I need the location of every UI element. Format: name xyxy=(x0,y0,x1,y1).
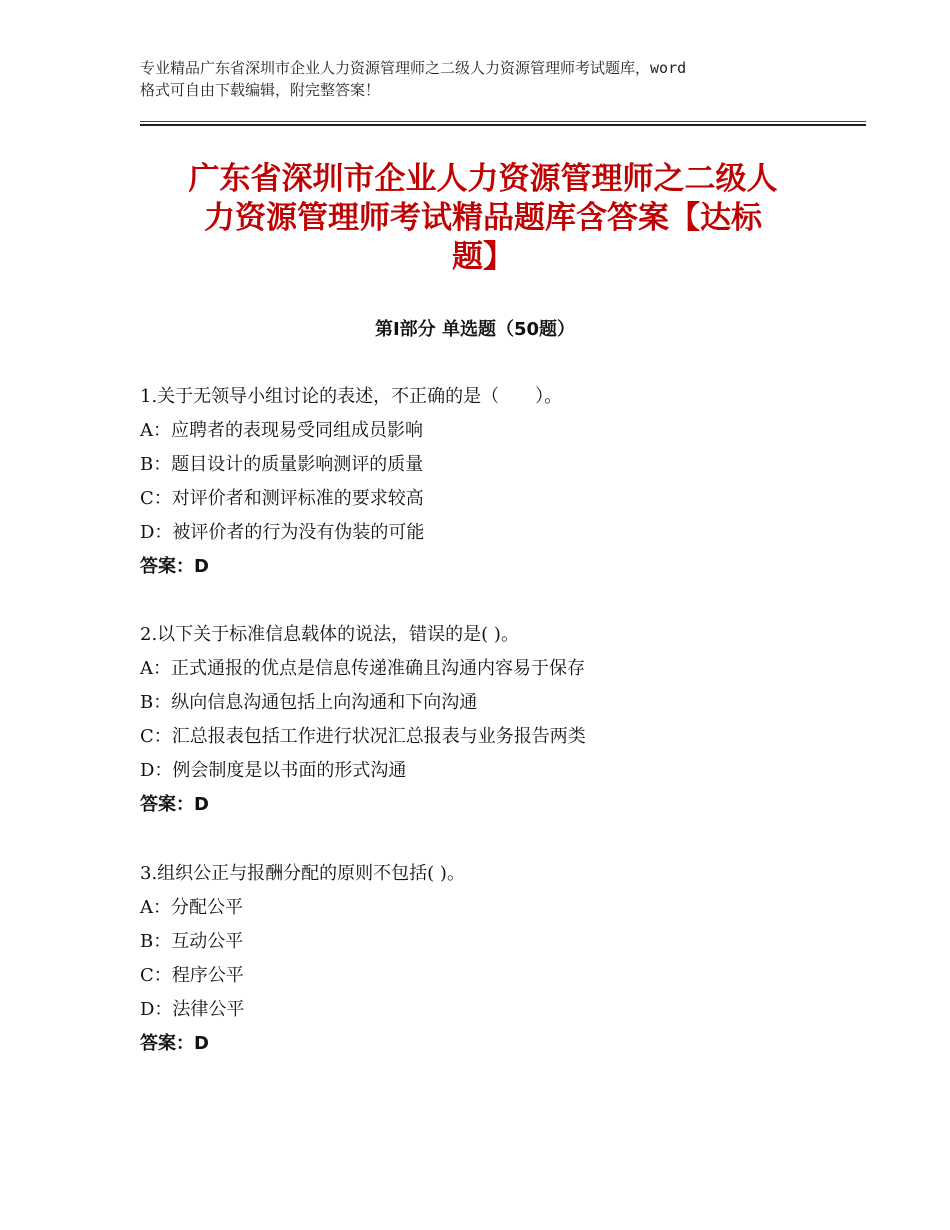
option-d: D：例会制度是以书面的形式沟通 xyxy=(140,760,407,781)
section-heading: 第Ⅰ部分 单选题（50题） xyxy=(374,319,575,340)
option-c: C：汇总报表包括工作进行状况汇总报表与业务报告两类 xyxy=(140,726,586,747)
option-c: C：对评价者和测评标准的要求较高 xyxy=(140,488,424,509)
header-note-line-2: 格式可自由下载编辑，附完整答案！ xyxy=(140,81,381,99)
option-b: B：题目设计的质量影响测评的质量 xyxy=(140,454,424,475)
option-a: A：分配公平 xyxy=(140,897,243,918)
question-1 xyxy=(140,380,860,584)
answer: 答案：D xyxy=(140,556,209,577)
title-line-1: 广东省深圳市企业人力资源管理师之二级人 xyxy=(188,161,778,197)
answer: 答案：D xyxy=(140,1033,209,1054)
option-d: D：法律公平 xyxy=(140,999,245,1020)
option-c: C：程序公平 xyxy=(140,965,244,986)
header-rule-thick xyxy=(140,124,866,126)
header-rule-thin xyxy=(140,121,866,122)
question-stem: 1.关于无领导小组讨论的表述，不正确的是（ ）。 xyxy=(140,386,563,407)
document-title xyxy=(140,160,826,277)
question-3 xyxy=(140,857,860,1061)
option-b: B：互动公平 xyxy=(140,931,244,952)
title-line-2: 力资源管理师考试精品题库含答案【达标 xyxy=(204,200,762,236)
answer: 答案：D xyxy=(140,794,209,815)
question-2 xyxy=(140,618,860,822)
option-d: D：被评价者的行为没有伪装的可能 xyxy=(140,522,425,543)
title-line-3: 题】 xyxy=(452,239,514,275)
header-note-line-1: 专业精品广东省深圳市企业人力资源管理师之二级人力资源管理师考试题库，word xyxy=(140,59,687,77)
header-note xyxy=(140,57,830,101)
question-stem: 3.组织公正与报酬分配的原则不包括( )。 xyxy=(140,863,465,884)
option-a: A：正式通报的优点是信息传递准确且沟通内容易于保存 xyxy=(140,658,585,679)
option-a: A：应聘者的表现易受同组成员影响 xyxy=(140,420,423,441)
option-b: B：纵向信息沟通包括上向沟通和下向沟通 xyxy=(140,692,478,713)
question-stem: 2.以下关于标准信息载体的说法，错误的是( )。 xyxy=(140,624,519,645)
